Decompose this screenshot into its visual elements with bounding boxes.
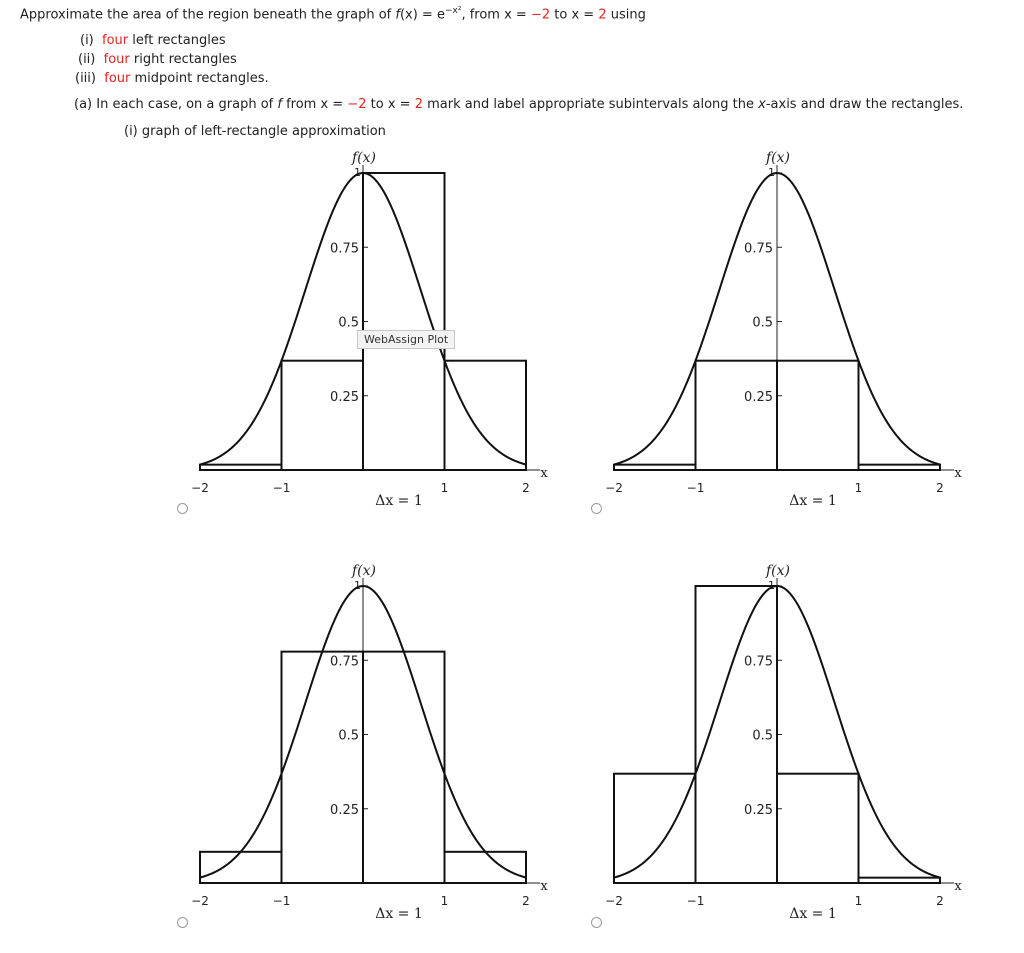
plot-tooltip: WebAssign Plot (357, 330, 455, 349)
approx-rectangle (200, 852, 282, 883)
item-num: (iii) (75, 71, 96, 86)
x-axis-label: x (540, 466, 548, 481)
option-radio-1[interactable] (177, 503, 188, 514)
y-tick-label-top: 1 (354, 579, 361, 592)
approx-rectangle (859, 878, 941, 883)
approx-rectangle (282, 361, 364, 470)
part-a-post: mark and label appropriate subintervals along the (422, 97, 759, 112)
plot-svg (584, 553, 1004, 953)
delta-x-label: Δx = 1 (789, 493, 837, 509)
interval-end: 2 (598, 7, 607, 23)
y-tick-label: 0.25 (744, 802, 773, 818)
option-radio-2[interactable] (591, 503, 602, 514)
y-tick-label: 0.75 (744, 654, 773, 670)
approx-rectangle (200, 465, 282, 470)
item-count: four (104, 71, 131, 86)
item-count: four (102, 33, 129, 48)
y-tick-label: 0.5 (752, 315, 773, 331)
plot-svg (170, 553, 590, 953)
y-axis-label: f(x) (765, 563, 791, 579)
item-text: left rectangles (128, 33, 226, 48)
x-axis-label: x (954, 466, 962, 481)
x-equals: x = (504, 7, 531, 23)
part-a-from: from (281, 97, 321, 112)
part-a-x: x (758, 97, 766, 112)
item-text: right rectangles (129, 52, 237, 67)
y-tick-label: 0.75 (330, 241, 359, 257)
x-tick-label: 1 (854, 481, 863, 495)
part-a-start: −2 (347, 97, 367, 112)
y-tick-label-top: 1 (768, 166, 775, 179)
item-num: (i) (80, 33, 94, 48)
x-tick-label: 1 (440, 894, 449, 908)
function-name: f (395, 7, 400, 23)
plot-svg (584, 140, 1004, 540)
x-tick-label: −2 (605, 894, 623, 908)
approx-rectangle (777, 774, 859, 883)
item-count: four (103, 52, 130, 67)
exponent: −x² (444, 6, 462, 16)
delta-x-label: Δx = 1 (375, 493, 423, 509)
y-tick-label: 0.75 (744, 241, 773, 257)
approx-rectangle (363, 173, 445, 470)
part-a-tail: -axis and draw the rectangles. (765, 97, 964, 112)
part-a-text: (a) In each case, on a graph of (74, 97, 278, 112)
approx-rectangle (777, 361, 859, 470)
intro-text: Approximate the area of the region beneath the graph of (20, 7, 396, 23)
part-a-fname: f (277, 97, 282, 112)
part-a-xeq-2: x = (387, 97, 415, 112)
x-tick-label: −2 (191, 894, 209, 908)
part-a-xeq: x = (320, 97, 348, 112)
y-tick-label: 0.5 (338, 728, 359, 744)
delta-x-label: Δx = 1 (375, 906, 423, 922)
item-midpoint-rectangles (75, 71, 269, 86)
x-tick-label: 2 (522, 481, 530, 495)
x-tick-label: 1 (854, 894, 863, 908)
approx-rectangle (363, 652, 445, 883)
approx-rectangle (282, 652, 364, 883)
item-num: (ii) (78, 52, 96, 67)
approx-rectangle (614, 465, 696, 470)
part-a-instructions (74, 97, 963, 112)
item-text: midpoint rectangles. (130, 71, 269, 86)
answer-option-plot-2[interactable] (584, 140, 1004, 540)
y-axis-label: f(x) (765, 150, 791, 166)
x-tick-label: −2 (605, 481, 623, 495)
y-axis-label: f(x) (351, 150, 377, 166)
y-tick-label: 0.75 (330, 654, 359, 670)
y-tick-label-top: 1 (768, 579, 775, 592)
x-tick-label: −2 (191, 481, 209, 495)
function-expression: (x) = e (399, 7, 445, 23)
x-tick-label: −1 (686, 481, 705, 495)
option-radio-4[interactable] (591, 917, 602, 928)
item-left-rectangles (80, 33, 226, 48)
x-tick-label: 2 (936, 481, 944, 495)
x-tick-label: 1 (440, 481, 449, 495)
approx-rectangle (614, 774, 696, 883)
sub-question-label: (i) graph of left-rectangle approximation (124, 124, 386, 139)
item-right-rectangles (78, 52, 237, 67)
x-tick-label: 2 (936, 894, 944, 908)
y-tick-label-top: 1 (354, 166, 361, 179)
from-text: , from (461, 7, 505, 23)
option-radio-3[interactable] (177, 917, 188, 928)
x-tick-label: 2 (522, 894, 530, 908)
question-intro (20, 6, 646, 22)
y-tick-label: 0.5 (338, 315, 359, 331)
x-axis-label: x (540, 879, 548, 894)
part-a-end: 2 (414, 97, 423, 112)
part-a-to: to (366, 97, 388, 112)
y-tick-label: 0.25 (744, 389, 773, 405)
x-tick-label: −1 (686, 894, 705, 908)
approx-rectangle (859, 465, 941, 470)
using-text: using (606, 7, 646, 23)
approx-rectangle (696, 361, 778, 470)
approx-rectangle (445, 361, 527, 470)
x-axis-label: x (954, 879, 962, 894)
y-tick-label: 0.5 (752, 728, 773, 744)
answer-option-plot-4[interactable] (584, 553, 1004, 953)
x-tick-label: −1 (272, 481, 291, 495)
interval-start: −2 (530, 7, 551, 23)
y-axis-label: f(x) (351, 563, 377, 579)
x-equals-2: x = (571, 7, 599, 23)
delta-x-label: Δx = 1 (789, 906, 837, 922)
y-tick-label: 0.25 (330, 389, 359, 405)
to-text: to (550, 7, 572, 23)
x-tick-label: −1 (272, 894, 291, 908)
answer-option-plot-3[interactable] (170, 553, 590, 953)
y-tick-label: 0.25 (330, 802, 359, 818)
approx-rectangle (445, 852, 527, 883)
